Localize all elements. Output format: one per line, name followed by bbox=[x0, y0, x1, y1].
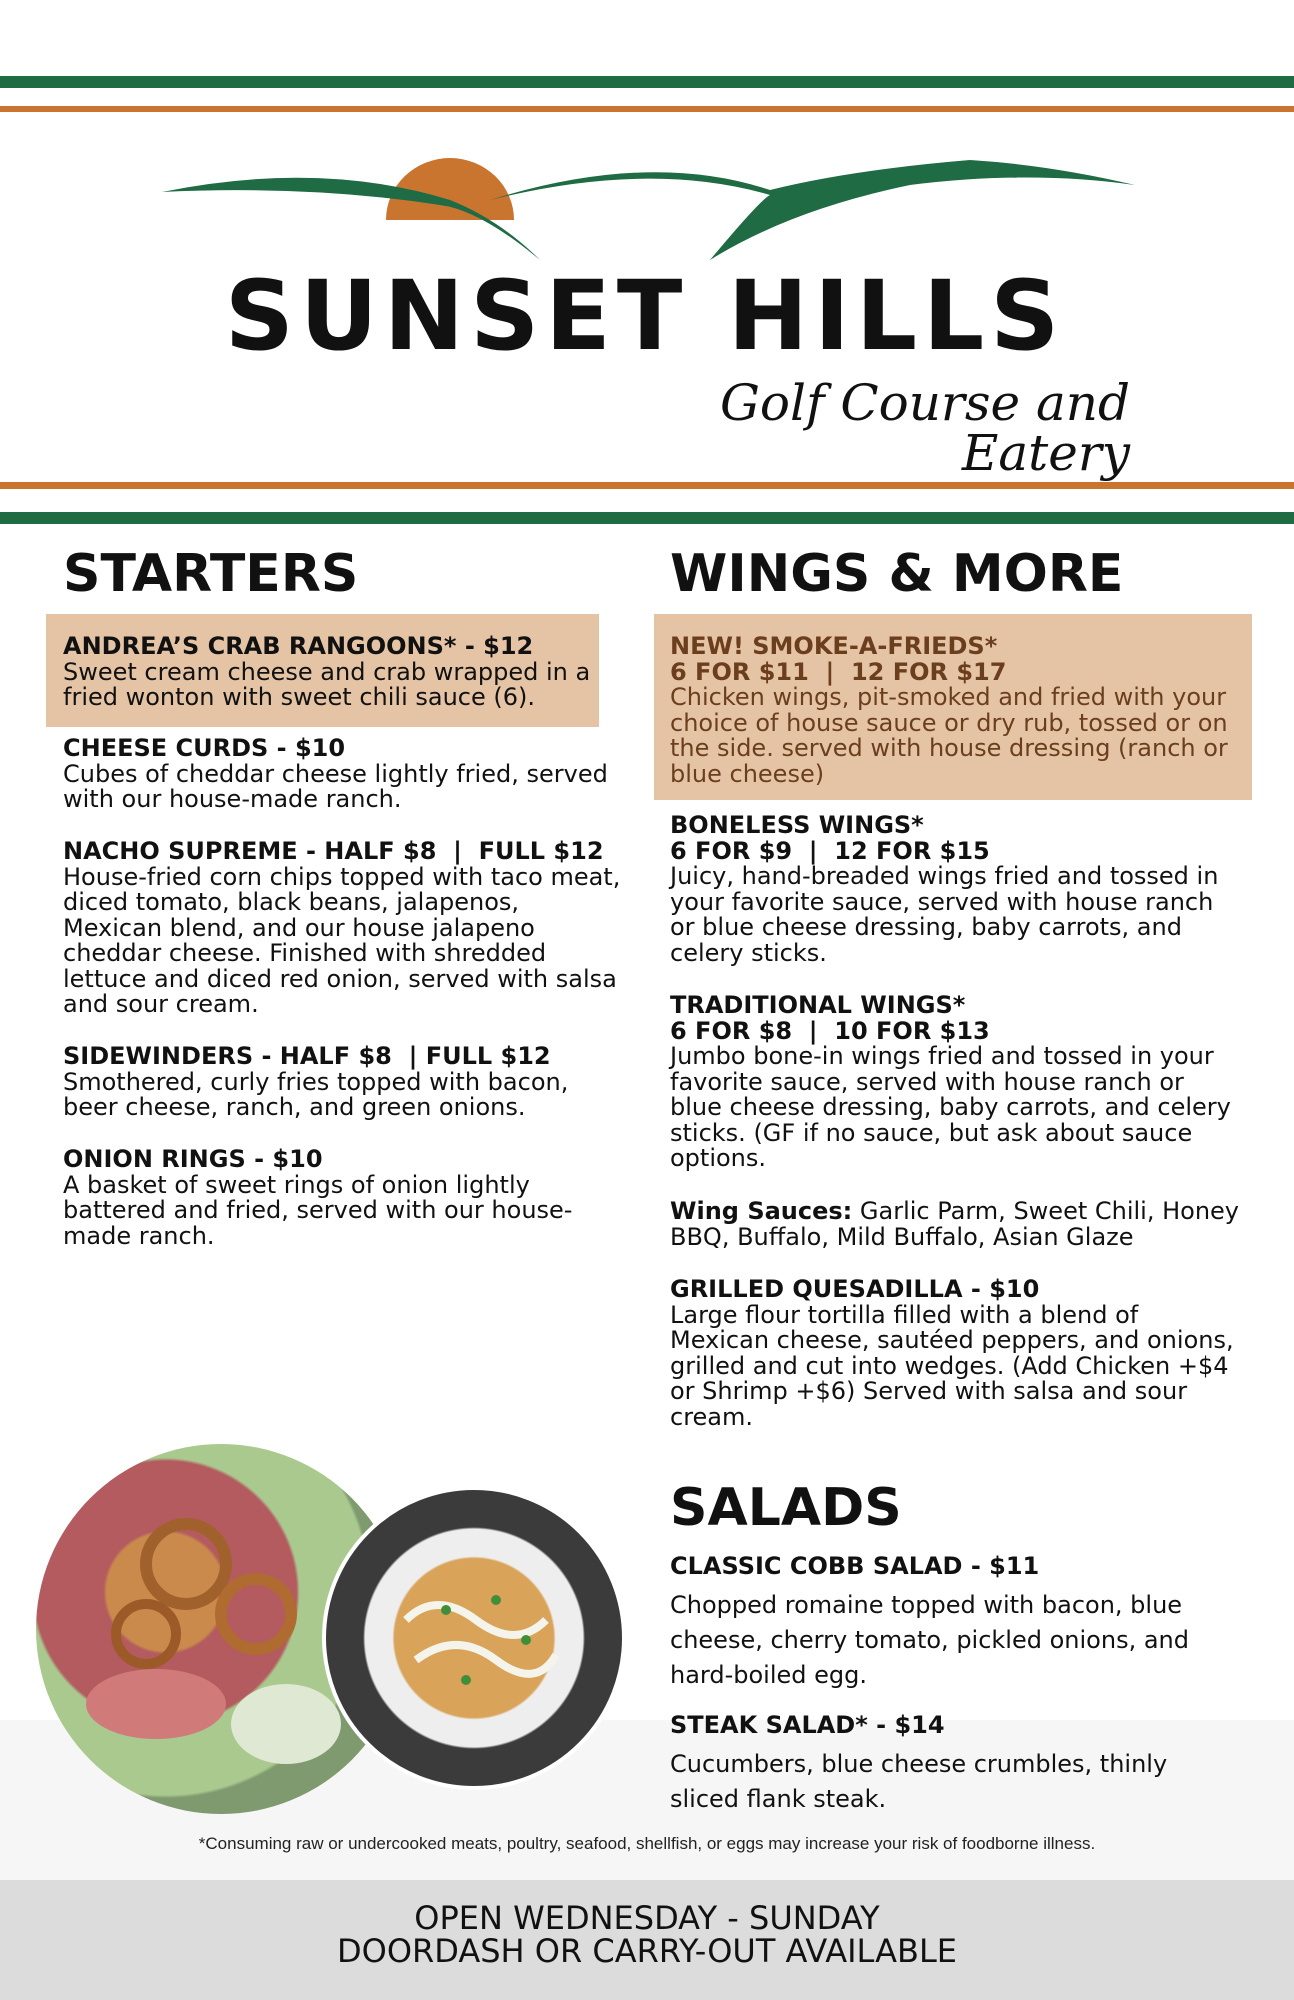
footer-service: DOORDASH OR CARRY-OUT AVAILABLE bbox=[337, 1932, 957, 1970]
menu-item-nacho-supreme bbox=[63, 839, 623, 1018]
item-desc: Chopped romaine topped with bacon, blue cheese, cherry tomato, pickled onions, and hard-boiled egg. bbox=[670, 1590, 1189, 1689]
item-title: ONION RINGS - $10 bbox=[63, 1145, 323, 1173]
item-desc: House-fried corn chips topped with taco meat, diced tomato, black beans, jalapenos, Mexican blend, and our house jalapeno cheddar cheese. Finished with shredded lettuce and diced red onion, served with salsa and sour cream. bbox=[63, 862, 621, 1018]
menu-item-steak-salad bbox=[670, 1713, 1230, 1817]
menu-item-grilled-quesadilla bbox=[670, 1277, 1240, 1430]
mid-orange-stripe bbox=[0, 482, 1294, 489]
item-desc: Large flour tortilla filled with a blend of Mexican cheese, sautéed peppers, and onions, grilled and cut into wedges. (Add Chicken +$4 or Shrimp +$6) Served with salsa and sour cream. bbox=[670, 1300, 1234, 1431]
item-title: BONELESS WINGS* bbox=[670, 811, 924, 839]
wings-heading: WINGS & MORE bbox=[670, 544, 1124, 604]
top-orange-stripe bbox=[0, 106, 1294, 112]
item-desc: Cucumbers, blue cheese crumbles, thinly sliced flank steak. bbox=[670, 1749, 1168, 1813]
menu-item-crab-rangoons bbox=[63, 634, 603, 711]
loaded-fries-photo bbox=[322, 1486, 626, 1790]
item-title: STEAK SALAD* - $14 bbox=[670, 1711, 945, 1739]
top-green-stripe bbox=[0, 76, 1294, 88]
item-desc: Juicy, hand-breaded wings fried and tossed in your favorite sauce, served with house ranch or blue cheese dressing, baby carrots, and celery sticks. bbox=[670, 862, 1219, 967]
item-desc: Cubes of cheddar cheese lightly fried, served with our house-made ranch. bbox=[63, 759, 608, 813]
footer-banner bbox=[0, 1880, 1294, 2000]
brand-tagline: Golf Course and Eatery bbox=[719, 374, 1130, 482]
wing-sauces-label: Wing Sauces: bbox=[670, 1197, 853, 1225]
menu-item-onion-rings bbox=[63, 1147, 603, 1249]
item-desc: Smothered, curly fries topped with bacon, beer cheese, ranch, and green onions. bbox=[63, 1067, 569, 1121]
item-desc: Jumbo bone-in wings fried and tossed in your favorite sauce, served with house ranch or blue cheese dressing, baby carrots, and celery sticks. (GF if no sauce, but ask about sauce options. bbox=[670, 1042, 1231, 1172]
footnote: *Consuming raw or undercooked meats, poultry, seafood, shellfish, or eggs may increase your risk of foodborne illness. bbox=[198, 1834, 1096, 1853]
item-price: 6 FOR $8 | 10 FOR $13 bbox=[670, 1016, 990, 1045]
item-desc: Chicken wings, pit-smoked and fried with your choice of house sauce or dry rub, tossed or on the side. served with house dressing (ranch or blue cheese) bbox=[670, 683, 1228, 788]
mid-green-stripe bbox=[0, 512, 1294, 524]
footer-hours: OPEN WEDNESDAY - SUNDAY bbox=[414, 1899, 880, 1937]
salads-heading: SALADS bbox=[670, 1478, 902, 1538]
menu-item-cheese-curds bbox=[63, 736, 623, 813]
item-title: NACHO SUPREME - HALF $8 | FULL $12 bbox=[63, 837, 604, 865]
item-title: TRADITIONAL WINGS* bbox=[670, 991, 966, 1019]
menu-item-boneless-wings bbox=[670, 813, 1240, 966]
wing-sauces bbox=[670, 1199, 1240, 1250]
menu-item-cobb-salad bbox=[670, 1554, 1230, 1693]
item-price: 6 FOR $9 | 12 FOR $15 bbox=[670, 836, 990, 865]
item-title: CHEESE CURDS - $10 bbox=[63, 734, 346, 762]
item-desc: A basket of sweet rings of onion lightly battered and fried, served with our house-made ranch. bbox=[63, 1170, 573, 1250]
item-title: GRILLED QUESADILLA - $10 bbox=[670, 1275, 1040, 1303]
item-desc: Sweet cream cheese and crab wrapped in a fried wonton with sweet chili sauce (6). bbox=[63, 657, 591, 711]
brand-name: SUNSET HILLS bbox=[224, 260, 1066, 372]
sunset-hills-logo-icon bbox=[150, 140, 1150, 270]
item-price: 6 FOR $11 | 12 FOR $17 bbox=[670, 657, 1007, 686]
item-title: CLASSIC COBB SALAD - $11 bbox=[670, 1552, 1040, 1580]
item-title: NEW! SMOKE-A-FRIEDS* bbox=[670, 632, 998, 660]
wing-sauces-list: Garlic Parm, Sweet Chili, Honey BBQ, Buffalo, Mild Buffalo, Asian Glaze bbox=[670, 1197, 1240, 1251]
menu-item-traditional-wings bbox=[670, 993, 1240, 1172]
item-title: ANDREA’S CRAB RANGOONS* - $12 bbox=[63, 632, 534, 660]
menu-item-sidewinders bbox=[63, 1044, 603, 1121]
starters-heading: STARTERS bbox=[63, 544, 359, 604]
item-title: SIDEWINDERS - HALF $8 | FULL $12 bbox=[63, 1042, 551, 1070]
menu-item-smoke-a-frieds bbox=[670, 634, 1240, 787]
